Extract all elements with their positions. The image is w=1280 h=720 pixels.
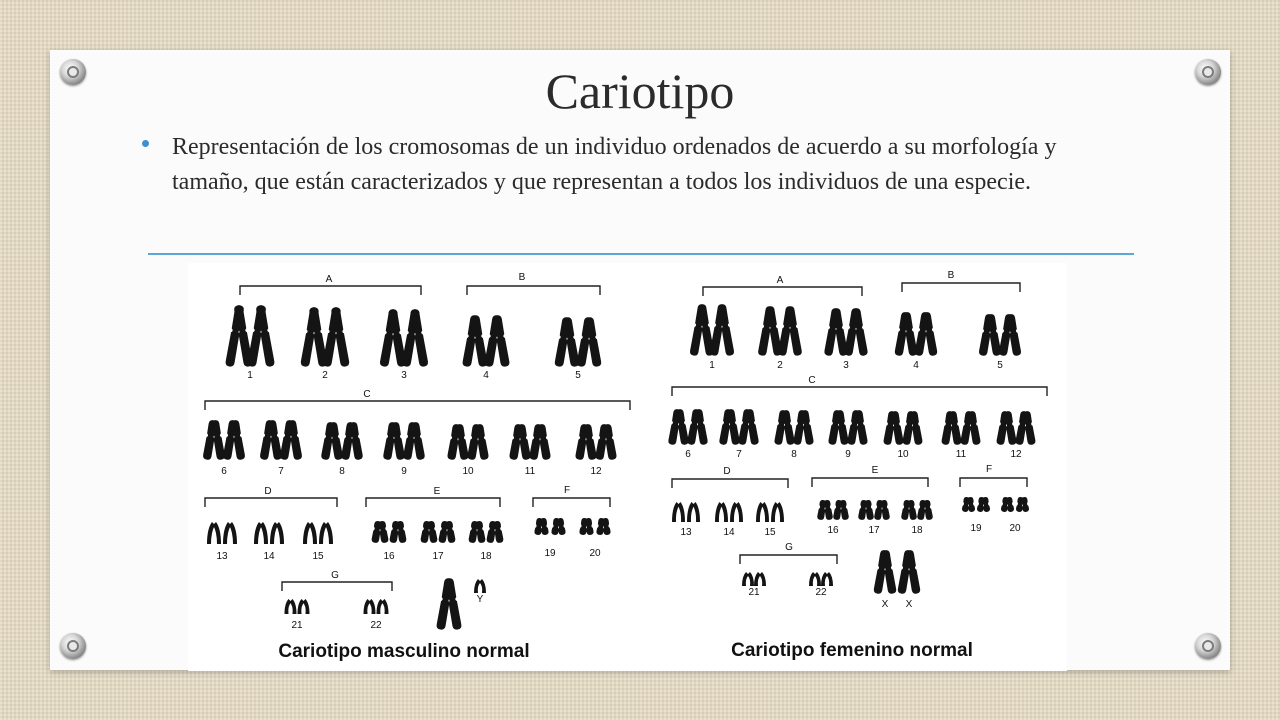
bullet-text: Representación de los cromosomas de un individuo ordenados de acuerdo a su morfología y tamaño, que están caracterizados y que representan a todos los individuos de una especie. [172, 134, 1057, 195]
chromosome-number: 2 [322, 370, 328, 381]
chromatid [762, 502, 770, 522]
chromosome-number: 10 [462, 466, 474, 477]
sex-chromosome-label: X [905, 599, 913, 610]
group-label: F [563, 485, 571, 496]
chromosome-number: 20 [589, 548, 601, 559]
chromosome-number: 12 [590, 466, 602, 477]
karyotype-figure [188, 263, 1067, 671]
group-label: F [985, 464, 993, 475]
chromosome-number: 1 [247, 370, 253, 381]
chromosome-number: 21 [291, 620, 303, 631]
group-label: A [776, 275, 784, 286]
chromosome-number: 6 [221, 466, 227, 477]
chromatid [382, 599, 389, 614]
chromosome-number: 11 [524, 466, 536, 477]
chromatid [479, 579, 486, 593]
group-bracket [740, 555, 837, 564]
chromosome-number: 10 [897, 449, 909, 460]
chromosome-number: 21 [748, 587, 760, 598]
chromatid [721, 502, 729, 522]
chromosome-number: 16 [383, 551, 395, 562]
chromosome-number: 7 [736, 449, 742, 460]
chromosome-number: 14 [723, 527, 735, 538]
pushpin-icon [1195, 633, 1221, 659]
group-bracket [205, 401, 630, 410]
group-bracket [812, 478, 928, 487]
chromosome-number: 17 [432, 551, 444, 562]
group-label: E [433, 486, 441, 497]
karyotype-illustration [188, 263, 1067, 671]
chromatid [759, 572, 766, 586]
chromatid [736, 502, 744, 522]
chromosome-number: 19 [544, 548, 556, 559]
chromosome-number: 2 [777, 360, 783, 371]
chromosome-number: 3 [401, 370, 407, 381]
chromosome-number: 4 [913, 360, 919, 371]
chromosome-number: 18 [911, 525, 923, 536]
chromatid [693, 502, 701, 522]
chromosome-number: 1 [709, 360, 715, 371]
divider [148, 253, 1134, 255]
group-label: C [363, 389, 371, 400]
chromosome-number: 13 [216, 551, 228, 562]
chromosome-number: 8 [339, 466, 345, 477]
chromosome-number: 5 [997, 360, 1003, 371]
karyotype-caption: Cariotipo femenino normal [731, 640, 973, 661]
chromatid [747, 572, 754, 586]
slide-title: Cariotipo [545, 63, 735, 119]
chromatid [229, 522, 237, 544]
group-label: C [808, 375, 816, 386]
group-bracket [467, 286, 600, 295]
group-label: B [947, 270, 955, 281]
chromatid [678, 502, 686, 522]
karyotype-caption: Cariotipo masculino normal [278, 641, 530, 662]
chromatid [325, 522, 333, 544]
chromosome-number: 12 [1010, 449, 1022, 460]
chromatid [303, 599, 310, 614]
sex-chromosome-label: Y [476, 594, 484, 605]
chromatid [369, 599, 376, 614]
chromatid [260, 522, 268, 544]
group-label: D [723, 466, 731, 477]
group-label: G [785, 542, 793, 553]
group-bracket [282, 582, 392, 591]
group-bracket [703, 287, 862, 296]
group-label: A [325, 274, 333, 285]
chromosome-number: 7 [278, 466, 284, 477]
group-bracket [366, 498, 500, 507]
group-label: E [871, 465, 879, 476]
chromosome-number: 3 [843, 360, 849, 371]
group-bracket [902, 283, 1020, 292]
chromosome-number: 9 [845, 449, 851, 460]
chromosome-number: 15 [312, 551, 324, 562]
group-bracket [672, 479, 788, 488]
chromatid [826, 572, 833, 586]
chromatid [814, 572, 821, 586]
chromosome-number: 15 [764, 527, 776, 538]
pushpin-icon [60, 633, 86, 659]
chromosome-number: 17 [868, 525, 880, 536]
group-bracket [240, 286, 421, 295]
chromatid [276, 522, 284, 544]
group-label: G [331, 570, 339, 581]
group-bracket [533, 498, 610, 507]
bullet-icon [142, 140, 149, 147]
group-label: D [264, 486, 272, 497]
group-bracket [205, 498, 337, 507]
chromosome-number: 22 [370, 620, 382, 631]
chromosome-number: 19 [970, 523, 982, 534]
chromatid [309, 522, 317, 544]
chromosome-number: 11 [955, 449, 967, 460]
chromosome-number: 5 [575, 370, 581, 381]
chromatid [777, 502, 785, 522]
chromosome-number: 18 [480, 551, 492, 562]
chromatid [290, 599, 297, 614]
chromosome-number: 8 [791, 449, 797, 460]
group-bracket [960, 478, 1027, 487]
chromosome-number: 20 [1009, 523, 1021, 534]
chromosome-number: 16 [827, 525, 839, 536]
chromatid [213, 522, 221, 544]
sex-chromosome-label: X [881, 599, 889, 610]
chromosome-number: 9 [401, 466, 407, 477]
group-label: B [518, 272, 526, 283]
chromosome-number: 6 [685, 449, 691, 460]
chromosome-number: 13 [680, 527, 692, 538]
chromosome-number: 22 [815, 587, 827, 598]
chromosome-number: 14 [263, 551, 275, 562]
chromosome-number: 4 [483, 370, 489, 381]
group-bracket [672, 387, 1047, 396]
